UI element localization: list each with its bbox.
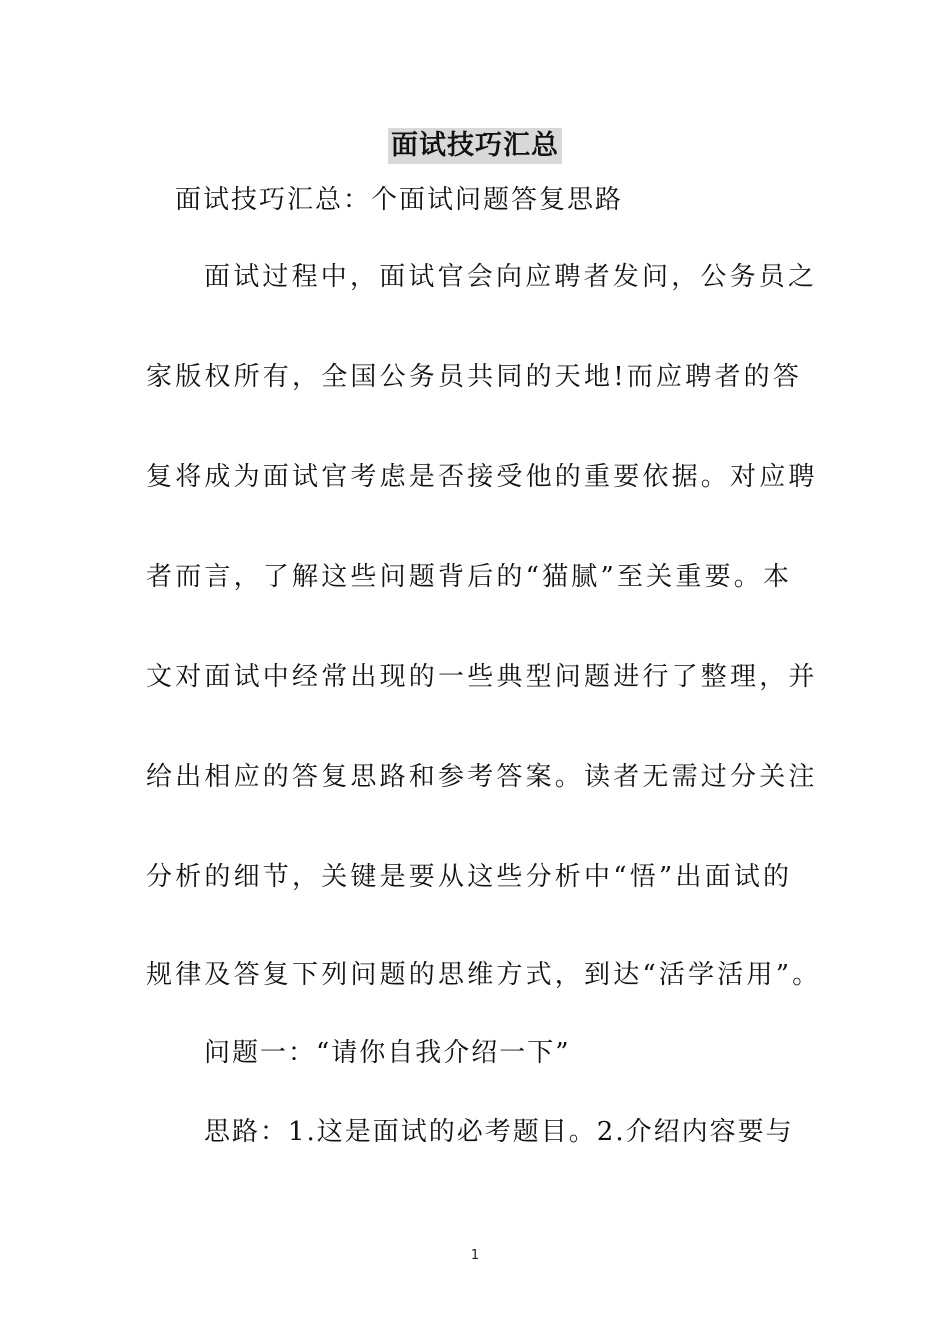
paragraph-line: 文对面试中经常出现的一些典型问题进行了整理，并 xyxy=(146,662,818,692)
title-container xyxy=(0,128,950,164)
page-number: 1 xyxy=(470,1248,480,1263)
document-title: 面试技巧汇总 xyxy=(388,128,562,164)
paragraph-line: 家版权所有，全国公务员共同的天地!而应聘者的答 xyxy=(146,362,803,392)
paragraph-line: 分析的细节，关键是要从这些分析中“悟”出面试的 xyxy=(146,862,793,892)
question-heading: 问题一：“请你自我介绍一下” xyxy=(204,1038,571,1068)
document-subtitle: 面试技巧汇总：个面试问题答复思路 xyxy=(175,185,624,215)
paragraph-line: 面试过程中，面试官会向应聘者发问，公务员之 xyxy=(204,262,818,292)
paragraph-line: 规律及答复下列问题的思维方式，到达“活学活用”。 xyxy=(146,960,822,990)
paragraph-line: 者而言，了解这些问题背后的“猫腻”至关重要。本 xyxy=(146,562,793,592)
paragraph-line: 复将成为面试官考虑是否接受他的重要依据。对应聘 xyxy=(146,462,818,492)
answer-line: 思路：1.这是面试的必考题目。2.介绍内容要与 xyxy=(204,1117,794,1147)
paragraph-line: 给出相应的答复思路和参考答案。读者无需过分关注 xyxy=(146,762,818,792)
